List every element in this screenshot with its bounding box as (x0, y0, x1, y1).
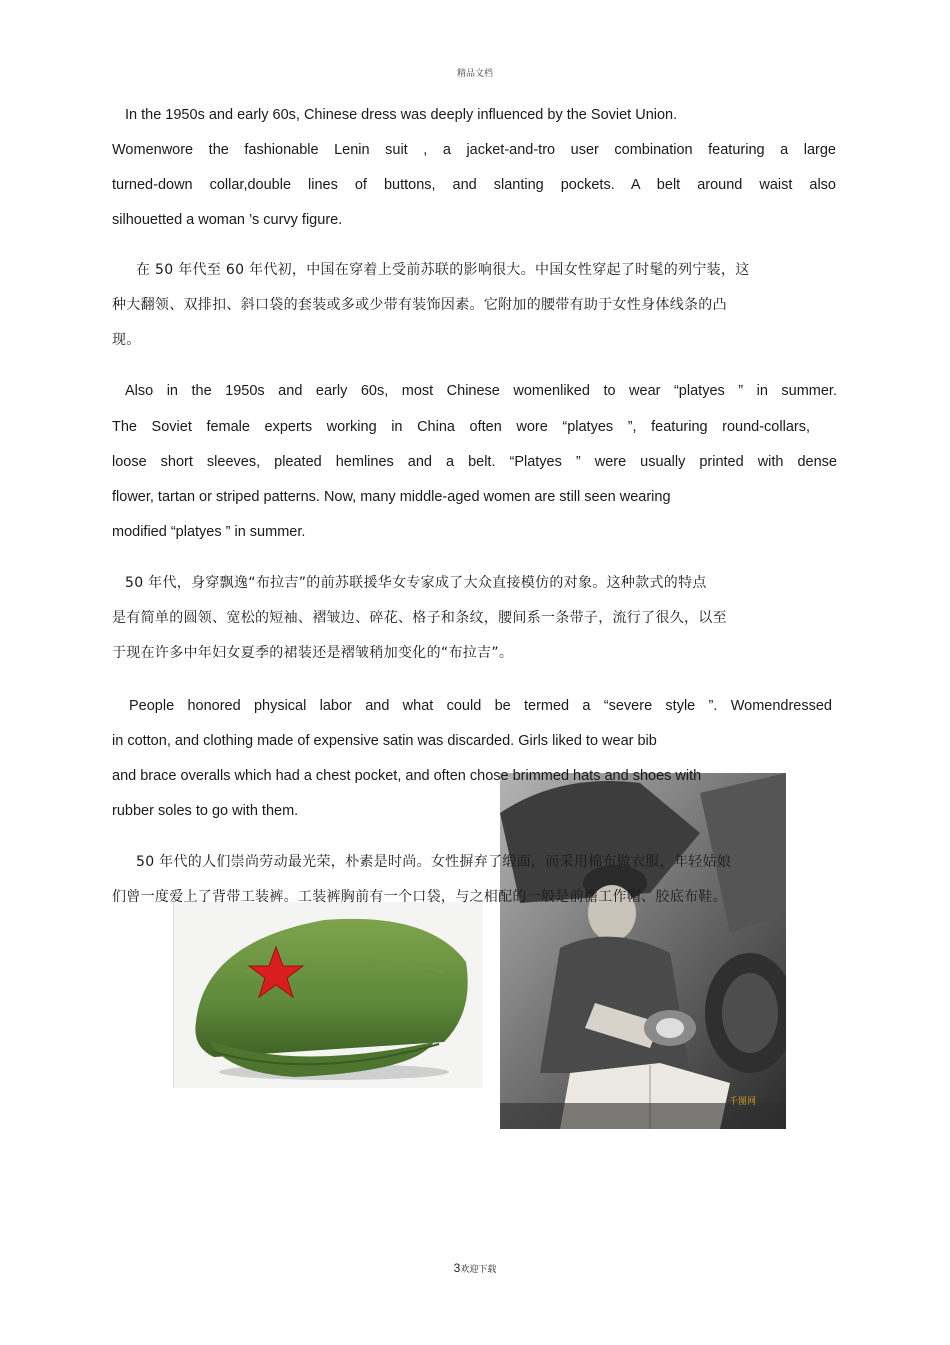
p2-line-2: 种大翻领、双排扣、斜口袋的套装或多或少带有装饰因素。它附加的腰带有助于女性身体线条的凸 (112, 297, 727, 313)
p5-line-1: People honored physical labor and what could be termed a “severe style ”. Womendressed (129, 698, 832, 714)
p5-line-2: in cotton, and clothing made of expensive satin was discarded. Girls liked to wear bib (112, 733, 657, 749)
p4-line-2: 是有简单的圆领、宽松的短袖、褶皱边、碎花、格子和条纹，腰间系一条带子，流行了很久，以至 (112, 610, 727, 626)
p3-line-1: Also in the 1950s and early 60s, most Chinese womenliked to wear “platyes ” in summer. (125, 383, 837, 399)
p1-line-4: silhouetted a woman ’s curvy figure. (112, 212, 343, 228)
soldier-repairing-lamp-icon (500, 773, 786, 1129)
page-footer (0, 1261, 950, 1275)
p1-line-1: In the 1950s and early 60s, Chinese dress was deeply influenced by the Soviet Union. (125, 107, 678, 123)
p2-line-1: 在 50 年代至 60 年代初，中国在穿着上受前苏联的影响很大。中国女性穿起了时髦的列宁装，这 (136, 262, 750, 278)
p5-line-4: rubber soles to go with them. (112, 803, 299, 819)
soldier-photo (500, 773, 786, 1129)
p3-line-5: modified “platyes ” in summer. (112, 524, 306, 540)
p4-line-1: 50 年代，身穿飘逸“布拉吉”的前苏联援华女专家成了大众直接模仿的对象。这种款式的特点 (125, 575, 707, 591)
p3-line-4: flower, tartan or striped patterns. Now, many middle-aged women are still seen wearing (112, 489, 671, 505)
p5-line-3: and brace overalls which had a chest pocket, and often chose brimmed hats and shoes with (112, 768, 702, 784)
army-cap-image (173, 902, 483, 1088)
p4-line-3: 于现在许多中年妇女夏季的裙装还是褶皱稍加变化的“布拉吉”。 (112, 645, 514, 661)
page-number: 3 (453, 1261, 461, 1275)
footer-suffix: 欢迎下载 (460, 1264, 497, 1274)
p6-line-2: 们曾一度爱上了背带工装裤。工装裤胸前有一个口袋，与之相配的一般是前檐工作帽、胶底布鞋。 (112, 889, 727, 905)
p6-line-1: 50 年代的人们崇尚劳动最光荣，朴素是时尚。女性摒弃了缎面，而采用棉布做衣服，年轻姑娘 (136, 854, 732, 870)
watermark-logo: 千图网 (728, 1097, 756, 1107)
p1-line-3: turned-down collar,double lines of buttons, and slanting pockets. A belt around waist also (112, 177, 836, 193)
page-header: 精品文档 (456, 68, 493, 78)
p1-line-2: Womenwore the fashionable Lenin suit , a jacket-and-tro user combination featuring a large (112, 142, 836, 158)
p3-line-3: loose short sleeves, pleated hemlines and a belt. “Platyes ” were usually printed with dense (112, 454, 837, 470)
p2-line-3: 现。 (112, 332, 141, 348)
green-army-cap-icon (174, 902, 483, 1088)
p3-line-2: The Soviet female experts working in China often wore “platyes ”, featuring round-collars, (112, 419, 810, 435)
